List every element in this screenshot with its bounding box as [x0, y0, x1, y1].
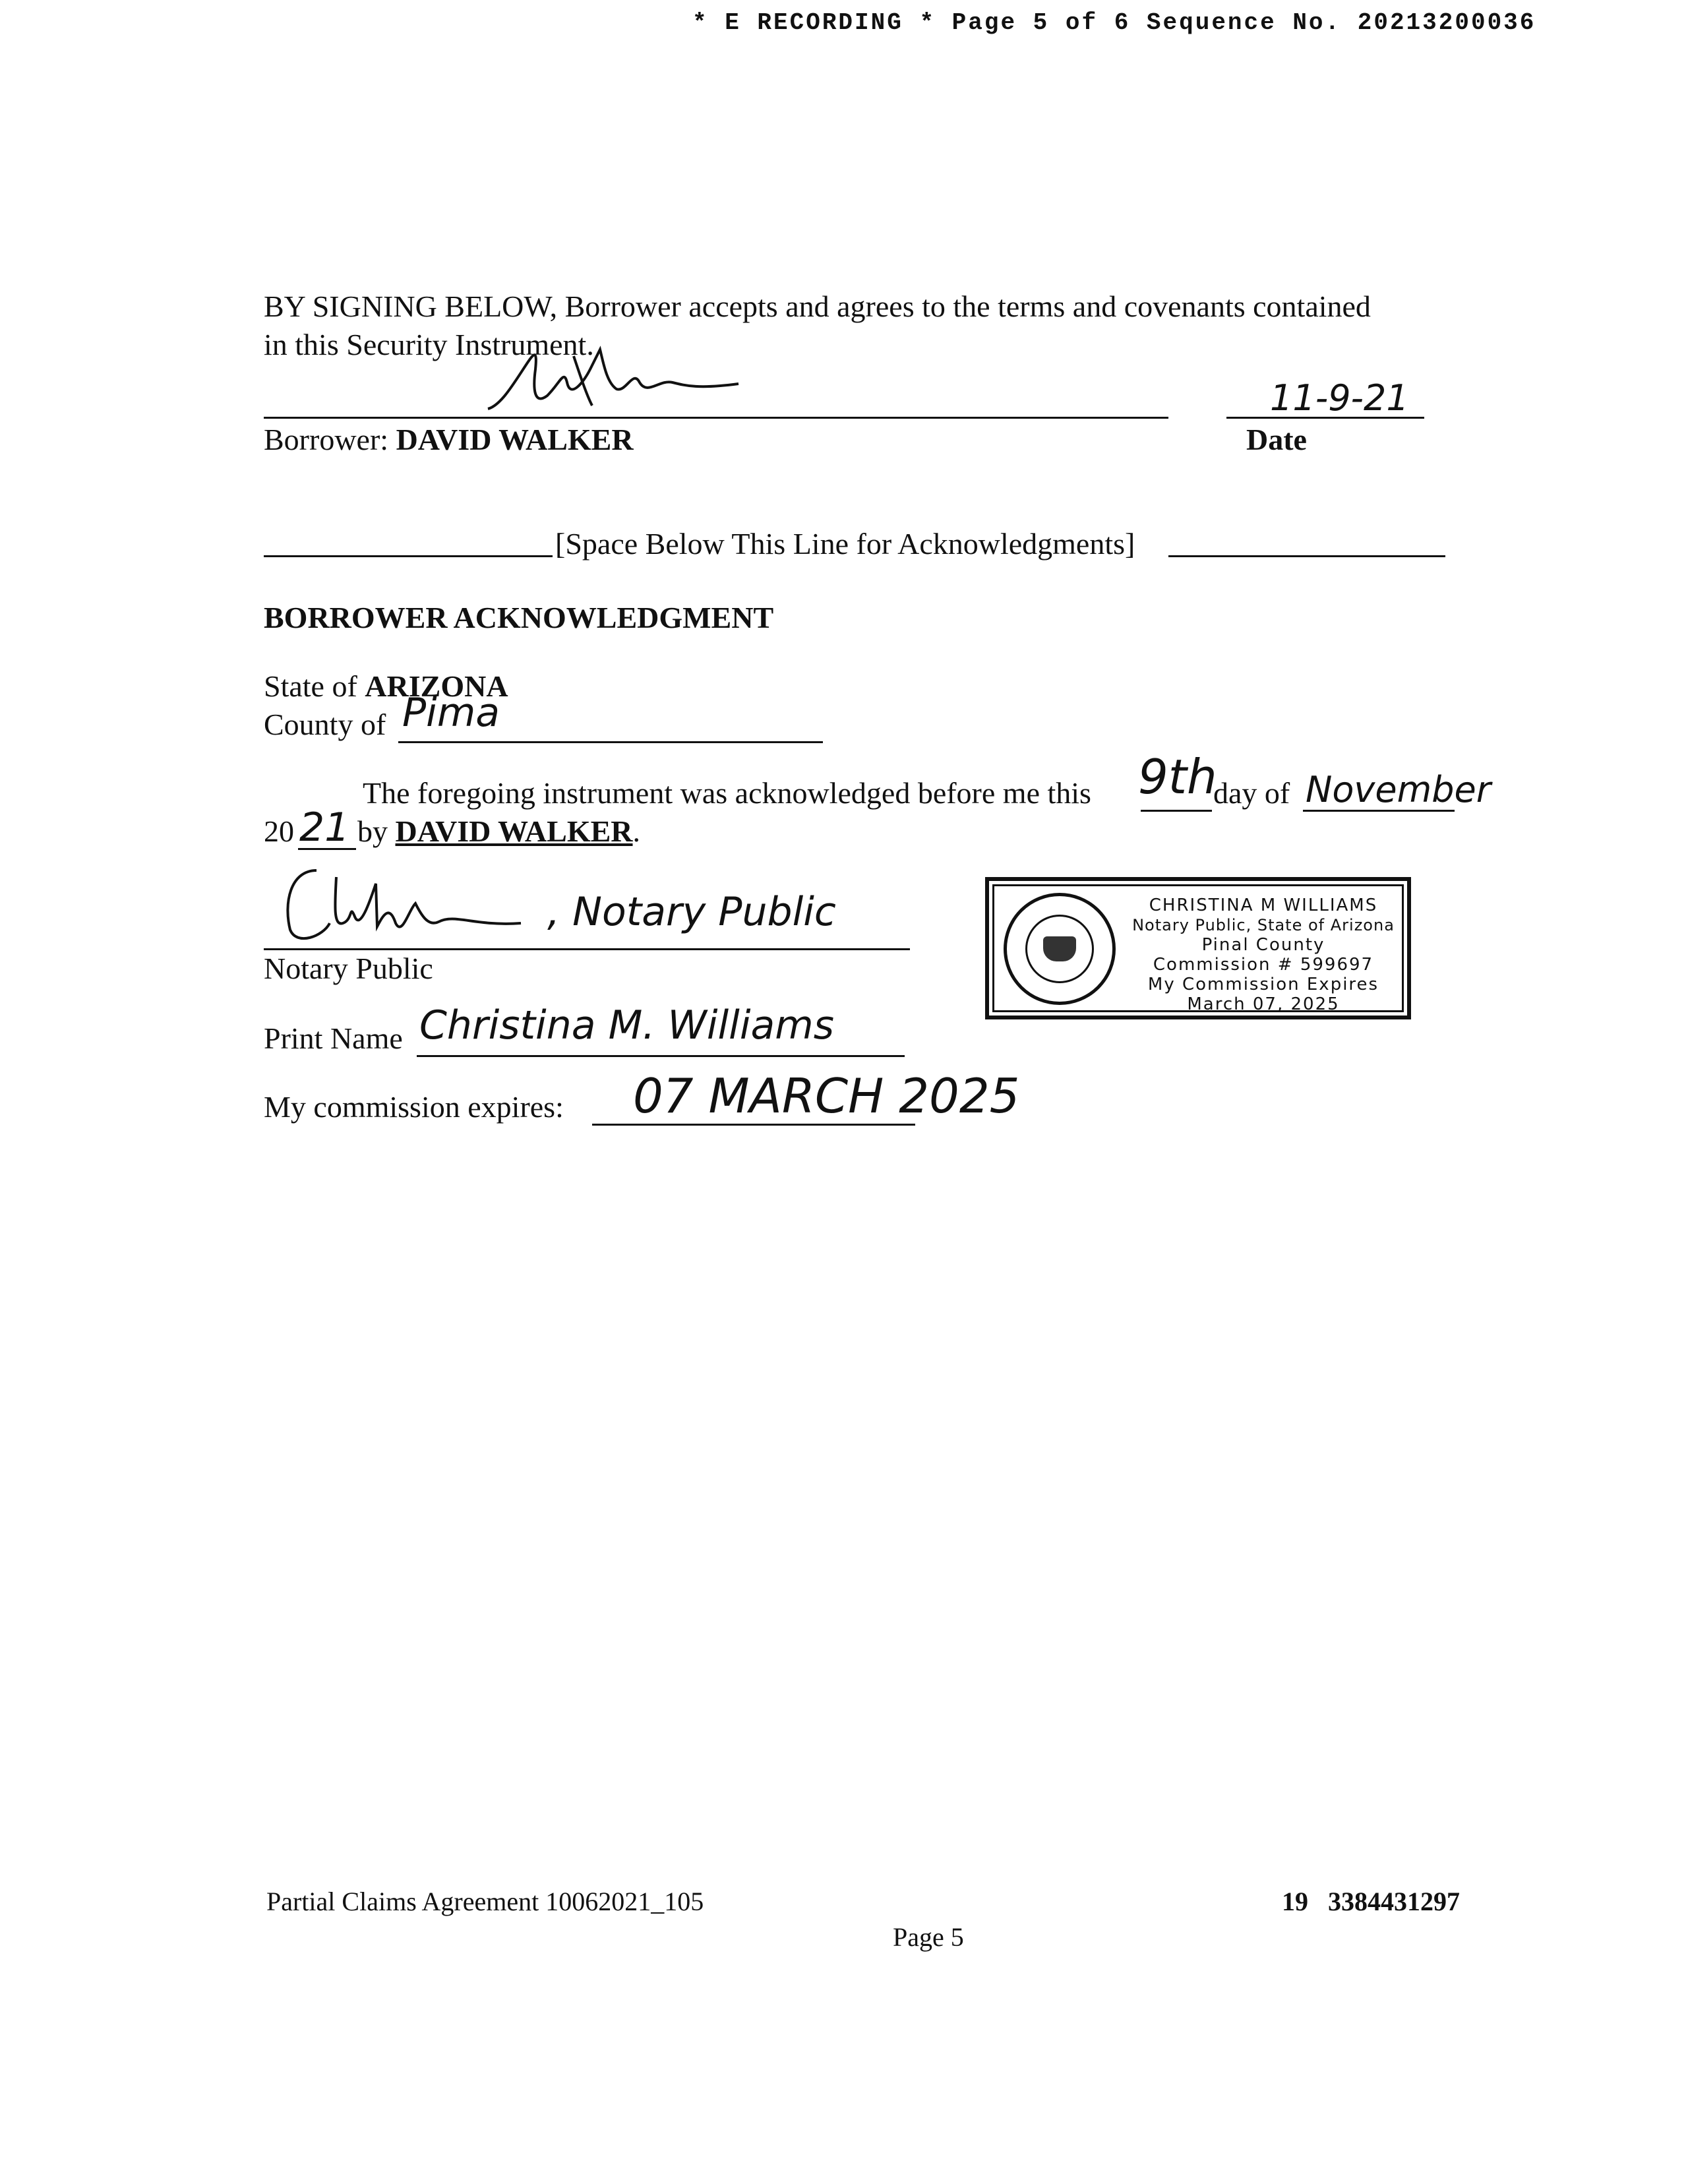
state-prefix: State of	[264, 669, 365, 703]
acknowledgment-text-part2: day of	[1213, 776, 1290, 810]
day-line	[1141, 810, 1212, 812]
by-text: by	[357, 814, 396, 848]
month-line	[1303, 810, 1455, 812]
recording-banner: * E RECORDING * Page 5 of 6 Sequence No. 20213200036	[692, 9, 1536, 36]
borrower-signature-line	[264, 417, 1168, 419]
acknowledgment-separator-right	[1168, 555, 1445, 557]
borrower-name: DAVID WALKER	[396, 423, 634, 456]
print-name-label: Print Name	[264, 1021, 403, 1055]
acknowledgment-heading: BORROWER ACKNOWLEDGMENT	[264, 601, 774, 634]
county-label: County of	[264, 708, 386, 741]
acknowledged-name: DAVID WALKER	[395, 814, 633, 848]
acknowledgment-separator-left	[264, 555, 553, 557]
state-name: ARIZONA	[365, 669, 508, 703]
commission-label: My commission expires:	[264, 1090, 564, 1124]
signing-statement-line2: in this Security Instrument.	[264, 328, 594, 361]
commission-handwritten: 07 MARCH 2025	[633, 1068, 1020, 1124]
state-seal-icon	[1004, 893, 1116, 1005]
notary-label: Notary Public	[264, 952, 433, 985]
notary-signature	[277, 864, 541, 953]
footer-code: 19	[1282, 1887, 1308, 1916]
footer-loan-number	[1282, 1886, 1460, 1917]
year-handwritten: 21	[299, 804, 350, 851]
signing-statement-line1: BY SIGNING BELOW, Borrower accepts and agrees to the terms and covenants contained	[264, 289, 1371, 323]
footer-page-number: Page 5	[893, 1922, 964, 1952]
borrower-prefix: Borrower:	[264, 423, 396, 456]
signature-date-handwritten: 11-9-21	[1270, 377, 1409, 419]
stamp-line6: March 07, 2025	[1187, 994, 1340, 1014]
notary-stamp	[985, 877, 1411, 1019]
month-handwritten: November	[1306, 769, 1491, 810]
stamp-line3: Pinal County	[1201, 935, 1325, 955]
stamp-line2: Notary Public, State of Arizona	[1132, 916, 1395, 934]
space-below-text: [Space Below This Line for Acknowledgments]	[555, 527, 1135, 561]
year-prefix: 20	[264, 814, 294, 848]
period: .	[632, 814, 641, 848]
county-handwritten: Pima	[402, 690, 500, 736]
notary-signature-line	[264, 948, 910, 950]
day-handwritten: 9th	[1138, 749, 1217, 804]
borrower-label	[264, 423, 634, 457]
acknowledgment-text-part1: The foregoing instrument was acknowledged before me this	[363, 776, 1091, 810]
county-line	[398, 741, 823, 743]
date-line	[1226, 417, 1424, 419]
stamp-line5: My Commission Expires	[1147, 975, 1379, 994]
notary-signature-suffix: , Notary Public	[547, 889, 836, 935]
print-name-line	[417, 1055, 905, 1057]
stamp-line4: Commission # 599697	[1153, 955, 1374, 975]
footer-document-id: Partial Claims Agreement 10062021_105	[266, 1887, 704, 1916]
footer-number: 3384431297	[1328, 1887, 1460, 1916]
year-line	[298, 848, 356, 850]
date-label: Date	[1246, 423, 1307, 456]
stamp-name: CHRISTINA M WILLIAMS	[1149, 895, 1378, 915]
print-name-handwritten: Christina M. Williams	[419, 1002, 834, 1048]
acknowledged-by-line	[357, 815, 640, 849]
commission-line	[592, 1124, 915, 1126]
borrower-signature	[475, 343, 752, 419]
